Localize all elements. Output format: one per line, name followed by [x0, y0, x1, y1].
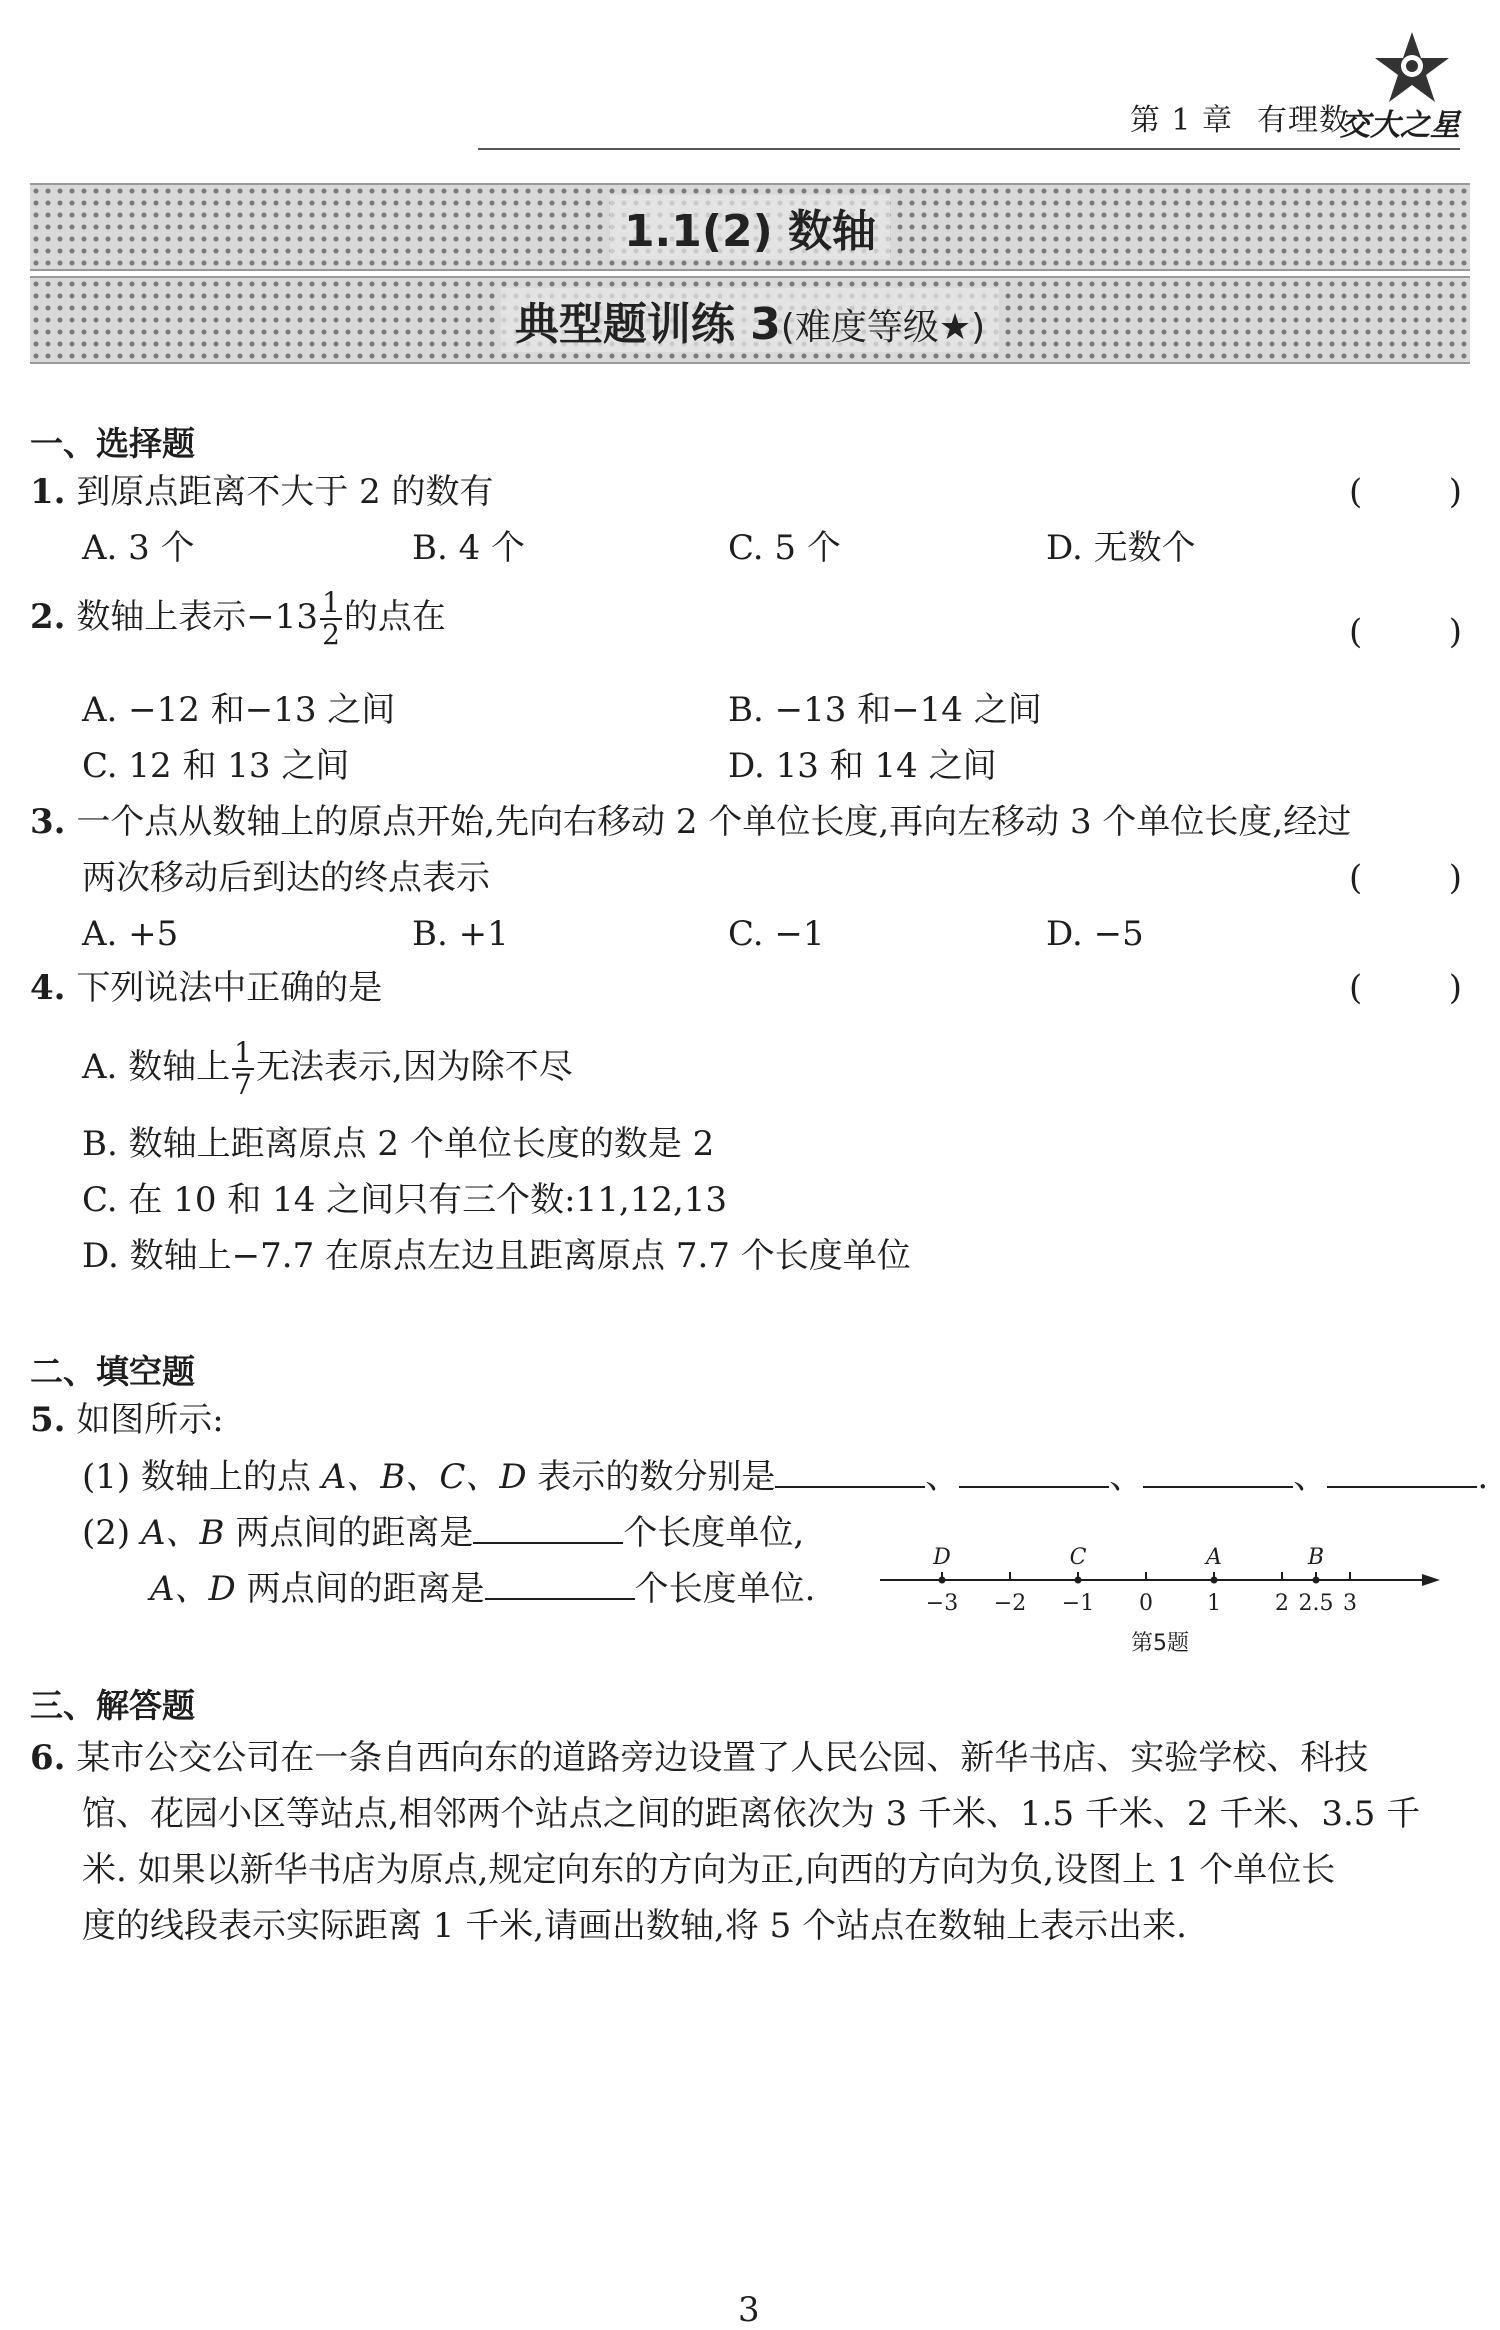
page-number: 3: [738, 2290, 760, 2330]
point-label-a: A: [1206, 1545, 1222, 1570]
q2-option-d: D. 13 和 14 之间: [728, 746, 997, 786]
q3-option-a: A. +5: [82, 914, 179, 954]
question-6-line2: 馆、花园小区等站点,相邻两个站点之间的距离依次为 3 千米、1.5 千米、2 千米、3.5 千: [82, 1794, 1421, 1834]
tick-label: 1: [1207, 1591, 1221, 1616]
point-marker-d: [939, 1577, 946, 1584]
number-line-arrow: [1422, 1574, 1440, 1586]
subtitle-banner: [30, 276, 1470, 364]
section-choice-heading: 一、选择题: [30, 424, 195, 463]
fraction-one-half: $\frac{1}{2}$: [322, 586, 340, 651]
section-answer-heading: 三、解答题: [30, 1686, 195, 1725]
question-4: 4. 下列说法中正确的是: [30, 968, 383, 1008]
brand-logo: 交大之星: [1340, 108, 1460, 143]
question-5-part2: (2) A、B 两点间的距离是 个长度单位,: [82, 1513, 805, 1553]
blank-5[interactable]: [473, 1512, 623, 1544]
blank-6[interactable]: [485, 1568, 635, 1600]
point-marker-b: [1313, 1577, 1320, 1584]
difficulty-level: (难度等级★): [780, 307, 986, 348]
question-2: 2. 数轴上表示−13 $\frac{1}{2}$ 的点在: [30, 586, 446, 651]
tick-label: 0: [1139, 1591, 1153, 1616]
tick-label: 3: [1343, 1591, 1357, 1616]
question-6-line3: 米. 如果以新华书店为原点,规定向东的方向为正,向西的方向为负,设图上 1 个单位长: [82, 1850, 1336, 1890]
tick-label: −1: [1061, 1591, 1095, 1616]
tick-label: 2: [1275, 1591, 1289, 1616]
header-divider: [478, 148, 1460, 150]
fraction-one-seventh: $\frac{1}{7}$: [234, 1036, 252, 1101]
point-label-d: D: [933, 1545, 951, 1570]
star-logo-icon: [1372, 28, 1452, 108]
subtitle-label: [501, 288, 999, 352]
q1-option-d: D. 无数个: [1046, 528, 1196, 568]
chapter-label: 第 1 章: [1129, 103, 1233, 138]
q2-option-b: B. −13 和−14 之间: [728, 690, 1042, 730]
q3-option-b: B. +1: [412, 914, 509, 954]
chapter-title: 有理数: [1257, 103, 1350, 138]
number-line-figure: [870, 1520, 1450, 1670]
question-6: 6. 某市公交公司在一条自西向东的道路旁边设置了人民公园、新华书店、实验学校、科技: [30, 1738, 1369, 1778]
q1-option-a: A. 3 个: [82, 528, 195, 568]
q3-option-d: D. −5: [1046, 914, 1144, 954]
question-3-line2: 两次移动后到达的终点表示: [82, 858, 490, 898]
q3-option-c: C. −1: [728, 914, 825, 954]
q2-option-a: A. −12 和−13 之间: [82, 690, 396, 730]
point-label-c: C: [1069, 1545, 1087, 1570]
question-5-part1: (1) 数轴上的点 A、B、C、D 表示的数分别是 、 、 、 .: [82, 1457, 1489, 1497]
blank-1[interactable]: [775, 1456, 925, 1488]
q4-option-c: C. 在 10 和 14 之间只有三个数:11,12,13: [82, 1180, 728, 1220]
point-marker-a: [1211, 1577, 1218, 1584]
q2-option-c: C. 12 和 13 之间: [82, 746, 350, 786]
answer-paren-3: ( ): [1349, 858, 1462, 898]
q4-option-d: D. 数轴上−7.7 在原点左边且距离原点 7.7 个长度单位: [82, 1236, 911, 1276]
blank-4[interactable]: [1327, 1456, 1477, 1488]
section-title: 1.1(2) 数轴: [610, 195, 890, 259]
q1-option-c: C. 5 个: [728, 528, 841, 568]
tick-label: 2.5: [1298, 1591, 1334, 1616]
title-banner: [30, 183, 1470, 271]
answer-paren-1: ( ): [1349, 472, 1462, 512]
answer-paren-4: ( ): [1349, 968, 1462, 1008]
answer-paren-2: ( ): [1349, 612, 1462, 652]
question-1: 1. 到原点距离不大于 2 的数有: [30, 472, 494, 512]
blank-3[interactable]: [1143, 1456, 1293, 1488]
question-1-text: 到原点距离不大于 2 的数有: [76, 472, 494, 512]
question-5-part2-line2: A、D 两点间的距离是 个长度单位.: [150, 1569, 816, 1609]
point-label-b: B: [1307, 1545, 1325, 1570]
tick-label: −2: [993, 1591, 1027, 1616]
q4-option-b: B. 数轴上距离原点 2 个单位长度的数是 2: [82, 1124, 715, 1164]
point-marker-c: [1075, 1577, 1082, 1584]
subtitle-main: 典型题训练 3: [514, 299, 781, 350]
question-3: 3. 一个点从数轴上的原点开始,先向右移动 2 个单位长度,再向左移动 3 个单位长度,经过: [30, 802, 1352, 842]
question-5: 5. 如图所示:: [30, 1400, 224, 1440]
q4-option-a: A. 数轴上 $\frac{1}{7}$ 无法表示,因为除不尽: [82, 1036, 573, 1101]
figure-caption: 第5题: [1131, 1631, 1189, 1656]
section-fill-heading: 二、填空题: [30, 1352, 195, 1391]
q1-option-b: B. 4 个: [412, 528, 526, 568]
blank-2[interactable]: [959, 1456, 1109, 1488]
tick-label: −3: [925, 1591, 959, 1616]
chapter-header: [1130, 95, 1350, 139]
question-6-line4: 度的线段表示实际距离 1 千米,请画出数轴,将 5 个站点在数轴上表示出来.: [82, 1906, 1187, 1946]
